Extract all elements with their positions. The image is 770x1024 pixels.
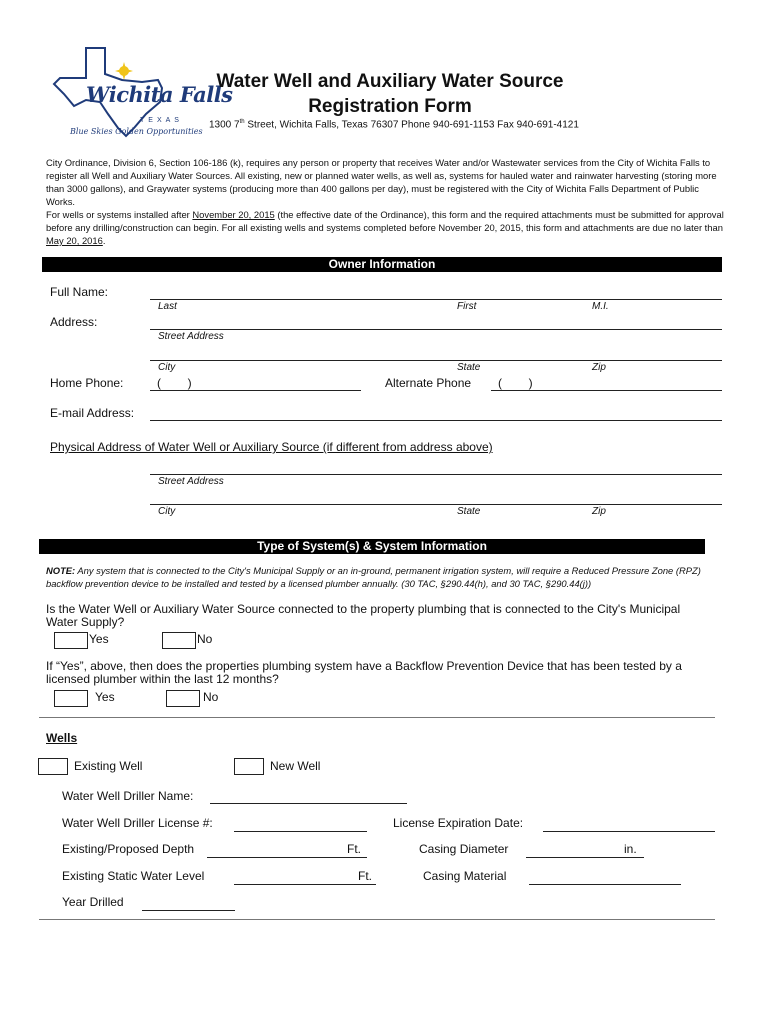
mi-caption: M.I. xyxy=(592,301,609,312)
q1-yes-label: Yes xyxy=(89,632,109,646)
first-caption: First xyxy=(457,301,477,312)
home-phone-field[interactable] xyxy=(150,390,361,391)
address-number: 1300 7 xyxy=(209,119,240,131)
form-title-line1: Water Well and Auxiliary Water Source xyxy=(216,71,564,92)
driller-name-label: Water Well Driller Name: xyxy=(62,789,194,803)
system-info-heading: Type of System(s) & System Information xyxy=(39,539,705,554)
intro-paragraph xyxy=(46,156,724,247)
logo-state: TEXAS xyxy=(140,117,183,124)
zip-caption: Zip xyxy=(592,362,606,373)
q2-yes-checkbox[interactable] xyxy=(54,690,88,707)
q2-no-label: No xyxy=(203,690,219,704)
casing-diameter-unit: in. xyxy=(624,842,637,856)
casing-material-label: Casing Material xyxy=(423,869,507,883)
existing-well-checkbox[interactable] xyxy=(38,758,68,775)
logo-tagline: Blue Skies Golden Opportunities xyxy=(70,127,203,136)
logo-city-name: Wichita Falls xyxy=(86,82,233,107)
alt-phone-label: Alternate Phone xyxy=(385,376,472,390)
intro-date-due: May 20, 2016 xyxy=(46,235,103,246)
email-field[interactable] xyxy=(150,420,722,421)
last-caption: Last xyxy=(158,301,177,312)
full-name-field[interactable] xyxy=(150,299,722,300)
wells-heading: Wells xyxy=(46,731,78,745)
existing-well-label: Existing Well xyxy=(74,759,143,773)
q1-no-checkbox[interactable] xyxy=(162,632,196,649)
physical-city-caption: City xyxy=(158,506,176,517)
street-caption: Street Address xyxy=(158,331,224,342)
static-level-unit: Ft. xyxy=(358,869,372,883)
section-divider-2 xyxy=(39,919,715,920)
driller-license-label: Water Well Driller License #: xyxy=(62,816,213,830)
section-divider-1 xyxy=(39,717,715,718)
address-label: Address: xyxy=(50,315,98,329)
static-level-field[interactable] xyxy=(234,884,376,885)
year-drilled-field[interactable] xyxy=(142,910,235,911)
physical-street-caption: Street Address xyxy=(158,476,224,487)
year-drilled-label: Year Drilled xyxy=(62,895,124,909)
driller-license-field[interactable] xyxy=(234,831,367,832)
casing-diameter-field[interactable] xyxy=(526,857,644,858)
new-well-checkbox[interactable] xyxy=(234,758,264,775)
question-backflow-device: If “Yes”, above, then does the properties plumbing system have a Backflow Prevention Device that has been tested by a licensed plumber within the last 12 months? xyxy=(46,659,682,686)
casing-material-field[interactable] xyxy=(529,884,681,885)
intro-date-effective: November 20, 2015 xyxy=(192,209,275,220)
full-name-label: Full Name: xyxy=(50,285,109,299)
intro-p2-b: (the effective date of the Ordinance), this form and the required attachments must be submitted for approval before any drilling/construction can begin. For all existing wells and systems completed before November 20, 2015, this form and attachments are due no later than xyxy=(46,209,724,233)
depth-field[interactable] xyxy=(207,857,367,858)
city-state-zip-field[interactable] xyxy=(150,360,722,361)
q2-yes-label: Yes xyxy=(95,690,115,704)
email-label: E-mail Address: xyxy=(50,406,135,420)
question-municipal-connection: Is the Water Well or Auxiliary Water Source connected to the property plumbing that is connected to the City's Municipal Water Supply? xyxy=(46,602,681,629)
depth-label: Existing/Proposed Depth xyxy=(62,842,195,856)
intro-p2 xyxy=(46,208,724,247)
intro-p1: City Ordinance, Division 6, Section 106-186 (k), requires any person or property that receives Water and/or Wastewater services from the City of Wichita Falls to register all Well and Auxiliary Water Sources. All existing, new or planned water wells, as well as, systems for hauled water and rainwater harvesting (storing more than 3000 gallons), and Graywater systems (producing more than 400 gallons per day), must be registered with the City of Wichita Falls Department of Public Works. xyxy=(46,157,717,207)
q1-no-label: No xyxy=(197,632,213,646)
license-exp-label: License Expiration Date: xyxy=(393,816,524,830)
intro-p2-c: . xyxy=(102,235,106,246)
address-rest: Street, Wichita Falls, Texas 76307 Phone 940-691-1153 Fax 940-691-4121 xyxy=(244,119,579,131)
state-caption: State xyxy=(457,362,481,373)
q1-yes-checkbox[interactable] xyxy=(54,632,88,649)
home-phone-parens: ( ) xyxy=(157,376,192,390)
rpz-note xyxy=(46,564,716,590)
address-sup: th xyxy=(239,119,245,125)
casing-diameter-label: Casing Diameter xyxy=(419,842,509,856)
alt-phone-field[interactable] xyxy=(491,390,722,391)
city-caption: City xyxy=(158,362,176,373)
physical-address-label: Physical Address of Water Well or Auxiliary Source (if different from address above) xyxy=(50,440,493,454)
q2-no-checkbox[interactable] xyxy=(166,690,200,707)
alt-phone-parens: ( ) xyxy=(498,376,533,390)
physical-street-field[interactable] xyxy=(150,474,722,475)
home-phone-label: Home Phone: xyxy=(50,376,124,390)
note-label: NOTE: xyxy=(46,565,76,576)
driller-name-field[interactable] xyxy=(210,803,407,804)
note-text: Any system that is connected to the City's Municipal Supply or an in-ground, permanent irrigation system, will require a Reduced Pressure Zone (RPZ) backflow prevention device to be installed and tested by a licensed plumber annually. (30 TAC, §290.44(h), and 30 TAC, §290.44(j)) xyxy=(46,565,701,589)
physical-city-field[interactable] xyxy=(150,504,722,505)
depth-unit: Ft. xyxy=(347,842,361,856)
physical-zip-caption: Zip xyxy=(592,506,606,517)
license-exp-field[interactable] xyxy=(543,831,715,832)
physical-state-caption: State xyxy=(457,506,481,517)
header-address xyxy=(209,119,579,130)
new-well-label: New Well xyxy=(270,759,321,773)
form-title-line2: Registration Form xyxy=(308,96,472,117)
static-level-label: Existing Static Water Level xyxy=(62,869,205,883)
intro-p2-a: For wells or systems installed after xyxy=(46,209,193,220)
owner-info-heading: Owner Information xyxy=(42,257,722,272)
street-address-field[interactable] xyxy=(150,329,722,330)
